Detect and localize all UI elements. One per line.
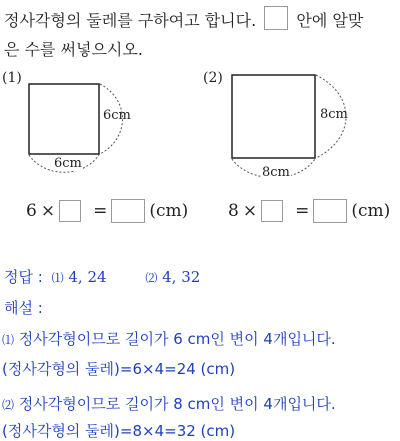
equation-1-blank-factor (59, 200, 81, 222)
square-1-bottom-label: 6cm (54, 156, 82, 171)
explanation-line-3-text: 정사각형이므로 길이가 8 cm인 변이 4개입니다. (18, 395, 336, 413)
answer-part2-num: ⑵ (145, 271, 158, 285)
question-text-before: 정사각형의 둘레를 구하여고 합니다. (4, 11, 257, 30)
answer-part1: 4, 24 (68, 268, 107, 286)
square-1-right-label: 6cm (103, 108, 131, 123)
explanation-line-4-text: (정사각형의 둘레)=8×4=32 (cm) (2, 422, 236, 440)
equation-2 (228, 199, 390, 223)
figure-2-label: (2) (203, 70, 223, 86)
explanation-line-3-num: ⑵ (2, 398, 15, 412)
answer-part1-num: ⑴ (51, 271, 64, 285)
explanation-line-4 (2, 420, 235, 441)
explanation-line-2 (2, 358, 235, 379)
explanation-line-1-text: 정사각형이므로 길이가 6 cm인 변이 4개입니다. (18, 330, 336, 348)
answer-label: 정답 : (4, 268, 43, 286)
explanation-line-1 (2, 328, 336, 349)
explanation-line-1-num: ⑴ (2, 333, 15, 347)
square-2-bottom-label: 8cm (262, 165, 290, 180)
equation-2-blank-result (313, 199, 347, 223)
square-2 (232, 75, 315, 158)
equation-1-unit: (cm) (149, 201, 189, 221)
equation-2-equals: = (295, 201, 310, 221)
equation-2-unit: (cm) (351, 201, 391, 221)
explanation-line-3 (2, 393, 336, 414)
question-line-2: 은 수를 써넣으시오. (4, 40, 143, 59)
equation-1-times: × (40, 201, 56, 221)
answer-part2: 4, 32 (162, 268, 201, 286)
square-2-right-label: 8cm (320, 107, 348, 122)
explanation-label: 해설 : (4, 299, 43, 317)
equation-1 (26, 199, 188, 223)
question-text-after: 안에 알맞 (296, 11, 364, 30)
figure-1-label: (1) (2, 70, 22, 86)
equation-2-times: × (242, 201, 258, 221)
equation-1-number: 6 (26, 201, 37, 221)
explanation-line-2-text: (정사각형의 둘레)=6×4=24 (cm) (2, 360, 236, 378)
equation-2-number: 8 (228, 201, 239, 221)
square-1 (29, 84, 99, 154)
answer-line (4, 266, 200, 287)
equation-1-blank-result (111, 199, 145, 223)
equation-1-equals: = (93, 201, 108, 221)
equation-2-blank-factor (261, 200, 283, 222)
